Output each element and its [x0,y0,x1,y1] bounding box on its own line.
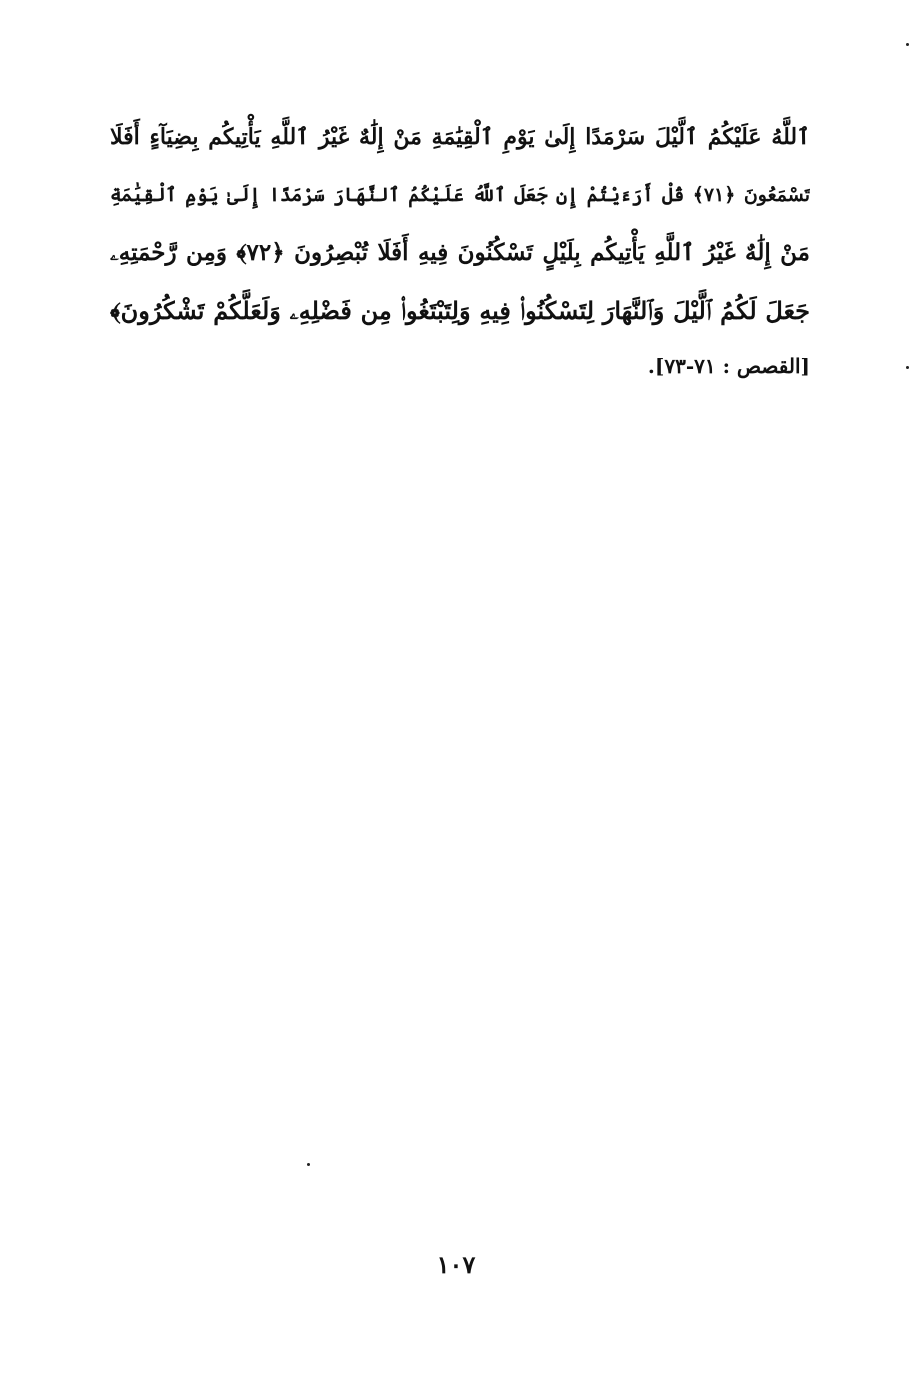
verse-line-1: ٱللَّهُ عَلَيْكُمُ ٱلَّيْلَ سَرْمَدًا إِلَىٰ يَوْمِ ٱلْقِيَٰمَةِ مَنْ إِلَٰهٌ غَيْرُ ٱللَّهِ يَأْتِيكُم بِضِيَآءٍ أَفَلَا [110,124,810,150]
verse-citation: [القصص : ٧١-٧٣]. [647,354,810,378]
verse-line-4: جَعَلَ لَكُمُ ٱلَّيْلَ وَٱلنَّهَارَ لِتَسْكُنُوا۟ فِيهِ وَلِتَبْتَغُوا۟ مِن فَضْلِهِۦ وَلَعَلَّكُمْ تَشْكُرُونَ﴾ [110,296,810,325]
page-number: ١٠٧ [436,1250,476,1279]
scan-speck [906,43,909,46]
scan-speck [307,1163,310,1166]
quran-verse-block [110,108,810,340]
verse-line-3: مَنْ إِلَٰهٌ غَيْرُ ٱللَّهِ يَأْتِيكُم بِلَيْلٍ تَسْكُنُونَ فِيهِ أَفَلَا تُبْصِرُونَ ﴿٧٢﴾ وَمِن رَّحْمَتِهِۦ [110,239,810,266]
scan-speck [906,366,909,369]
verse-line-2: تَسْمَعُونَ ﴿٧١﴾ قُلْ أَرَءَيْتُمْ إِن جَعَلَ ٱللَّهُ عَلَيْكُمُ ٱلنَّهَارَ سَرْمَدًا إِلَىٰ يَوْمِ ٱلْقِيَٰمَةِ [110,184,810,206]
